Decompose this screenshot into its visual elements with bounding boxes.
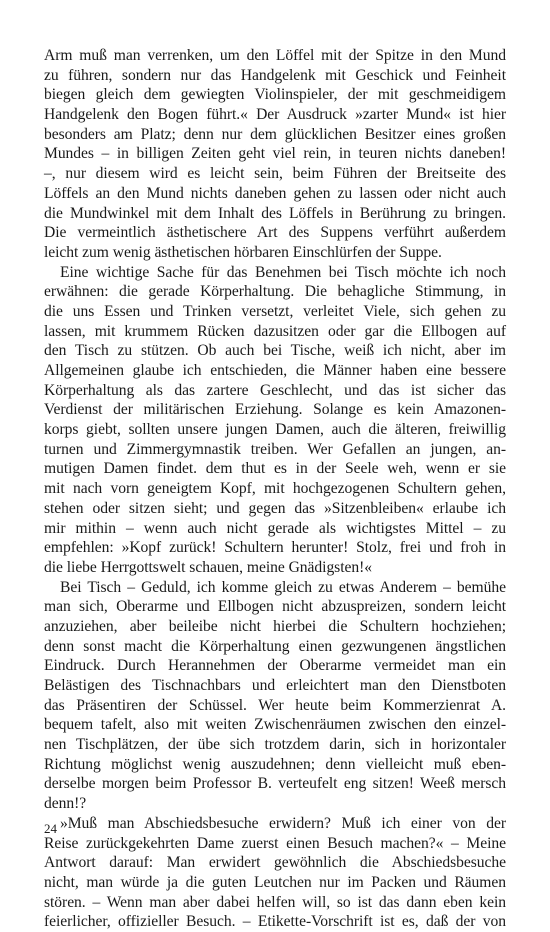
text-line: mit nach vorn geneigtem Kopf, mit hochgezogenen Schultern gehen, <box>44 480 506 498</box>
text-line: »Muß man Abschiedsbesuche erwidern? Muß ich einer von der <box>60 814 506 832</box>
page-number: 24 <box>44 821 57 836</box>
text-line: feierlicher, offizieller Besuch. – Etikette-Vorschrift ist es, daß der von <box>44 913 506 931</box>
text-line: turnen und Zimmergymnastik treiben. Wer Gefallen an jungen, an- <box>44 440 506 458</box>
text-line: korps giebt, sollten unsere jungen Damen, auch die älteren, freiwillig <box>44 421 506 439</box>
text-line: Allgemeinen glaube ich entschieden, die Männer haben eine bessere <box>44 362 506 379</box>
text-line: Antwort darauf: Man erwidert gewöhnlich die Abschiedsbesuche <box>44 854 506 872</box>
text-line: Handgelenk den Bogen führt.« Der Ausdruck »zarter Mund« ist hier <box>44 106 506 124</box>
text-line: Eine wichtige Sache für das Benehmen bei Tisch möchte ich noch <box>60 263 506 281</box>
body-text <box>44 46 506 932</box>
text-line: leicht zum wenig ästhetischen hörbaren Einschlürfen der Suppe. <box>44 243 442 261</box>
text-line: Körperhaltung als das zartere Geschlecht, und das ist sicher das <box>44 381 506 399</box>
text-line: zu führen, sondern nur das Handgelenk mit Geschick und Feinheit <box>44 66 506 84</box>
text-line: stehen oder sitzen sieht; und gegen das »Sitzenbleiben« erlaube ich <box>44 499 506 517</box>
text-line: biegen gleich dem gewiegten Violinspieler, der mit geschmeidigem <box>44 86 506 104</box>
text-line: –, nur diesem wird es leicht sein, beim Führen der Breitseite des <box>44 165 506 183</box>
text-line: mutigen Damen findet. dem thut es in der Seele weh, wenn er sie <box>44 460 506 478</box>
text-line: den Tisch zu stützen. Ob auch bei Tische, weiß ich nicht, aber im <box>44 342 506 360</box>
text-line: man sich, Oberarme und Ellbogen nicht abzuspreizen, sondern leicht <box>44 598 506 616</box>
paragraph <box>44 578 506 814</box>
text-line: denn sonst macht die Körperhaltung einen gezwungenen ängstlichen <box>44 637 506 655</box>
text-line: Richtung möglichst wenig auszudehnen; denn vielleicht muß eben- <box>44 755 506 773</box>
text-line: Eindruck. Durch Herannehmen der Oberarme vermeidet man ein <box>44 657 506 675</box>
text-line: die liebe Herrgottswelt schauen, meine Gnädigsten!« <box>44 558 372 576</box>
text-line: nen Tischplätzen, der übe sich trotzdem darin, sich in horizontaler <box>44 736 506 754</box>
text-line: anzuziehen, aber beileibe nicht hierbei die Schultern hochziehen; <box>44 617 506 635</box>
text-line: erwähnen: die gerade Körperhaltung. Die behagliche Stimmung, in <box>44 283 506 301</box>
text-line: das Präsentiren der Schüssel. Wer heute beim Kommerzienrat A. <box>44 696 506 714</box>
text-line: Bei Tisch – Geduld, ich komme gleich zu etwas Anderem – bemühe <box>60 578 506 596</box>
text-line: Mundes – in billigen Zeiten geht viel rein, in teuren nichts daneben! <box>44 145 506 163</box>
text-line: die uns Essen und Trinken versetzt, verleitet Viele, sich gehen zu <box>44 302 506 320</box>
text-line: nicht, man würde ja die guten Leutchen nur im Packen und Räumen <box>44 873 506 891</box>
text-line: Arm muß man verrenken, um den Löffel mit der Spitze in den Mund <box>44 47 506 64</box>
text-line: denn!? <box>44 795 87 813</box>
text-line: derselbe morgen beim Professor B. verteufelt eng sitzen! Weeß mersch <box>44 775 506 793</box>
text-line: Belästigen des Tischnachbars und erleichtert man den Dienstboten <box>44 677 506 694</box>
text-line: Die vermeintlich ästhetischere Art des Suppens verführt außerdem <box>44 224 506 242</box>
text-line: empfehlen: »Kopf zurück! Schultern herunter! Stolz, frei und froh in <box>44 539 506 557</box>
text-line: Verdienst der militärischen Erziehung. Solange es kein Amazonen- <box>44 401 506 419</box>
text-line: mir mithin – wenn auch nicht gerade als wichtigstes Mittel – zu <box>44 519 506 537</box>
text-line: bequem tafelt, also mit weiten Zwischenräumen zwischen den einzel- <box>44 716 506 734</box>
text-line: Löffels an den Mund nichts daneben gehen zu lassen oder nicht auch <box>44 184 506 202</box>
text-line: die Mundwinkel mit dem Inhalt des Löffels in Berührung zu bringen. <box>44 204 506 222</box>
text-line: stören. – Wenn man aber dabei helfen will, so ist das dann eben kein <box>44 893 506 911</box>
text-line: Reise zurückgekehrten Dame zuerst einen Besuch machen?« – Meine <box>44 834 506 852</box>
paragraph <box>44 814 506 932</box>
paragraph <box>44 46 506 263</box>
text-line: besonders am Platz; denn nur dem glücklichen Besitzer eines großen <box>44 125 506 143</box>
paragraph <box>44 263 506 578</box>
text-line: lassen, mit krummem Rücken dazusitzen oder gar die Ellbogen auf <box>44 322 506 340</box>
